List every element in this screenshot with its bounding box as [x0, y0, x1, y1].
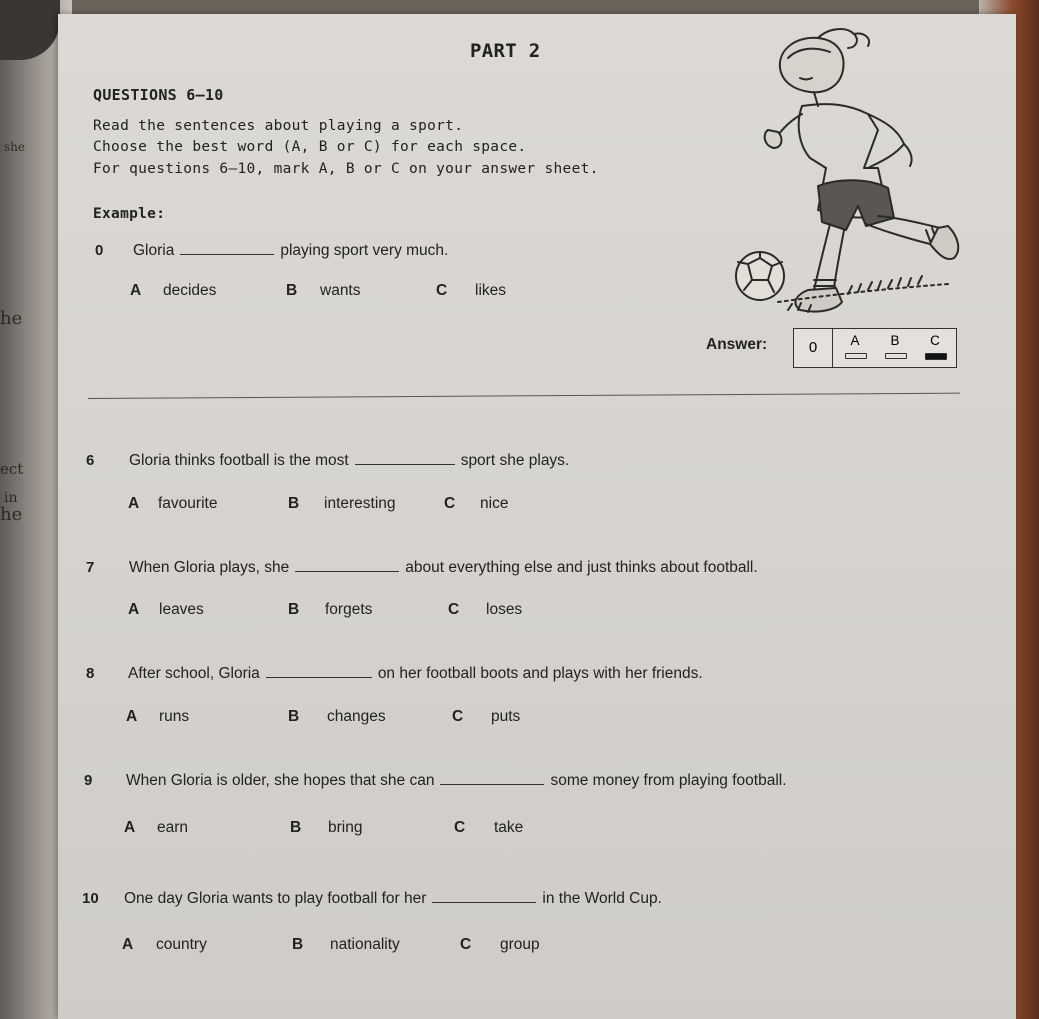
sentence-after: sport she plays.	[460, 452, 570, 469]
sentence-before: When Gloria is older, she hopes that she can	[126, 772, 435, 789]
left-page-scrap: he	[0, 504, 23, 525]
option-text: country	[156, 936, 207, 953]
sentence-after: in the World Cup.	[542, 890, 662, 907]
option-letter: C	[448, 601, 460, 618]
question-sentence	[82, 890, 662, 908]
option-text: forgets	[325, 601, 373, 618]
option-letter: B	[290, 819, 302, 836]
question-number: 8	[86, 665, 95, 682]
question-sentence	[86, 665, 703, 683]
sentence-before: After school, Gloria	[128, 665, 260, 682]
option-text: nationality	[330, 936, 400, 953]
answer-mark-a[interactable]	[845, 353, 867, 359]
option-text: bring	[328, 819, 363, 836]
sentence-before: When Gloria plays, she	[129, 559, 290, 576]
left-page-scrap: he	[0, 308, 23, 329]
option-text: group	[500, 936, 540, 953]
sentence-after: playing sport very much.	[280, 242, 449, 259]
question-number: 6	[86, 452, 95, 469]
sentence-after: some money from playing football.	[550, 772, 787, 789]
option-letter: B	[288, 601, 300, 618]
sentence-before: Gloria thinks football is the most	[129, 452, 349, 469]
sentence-before: Gloria	[133, 242, 175, 259]
answer-gap	[440, 783, 544, 785]
option-letter: C	[460, 936, 472, 953]
left-page-scrap: ect	[0, 460, 24, 478]
answer-gap	[432, 901, 536, 903]
option-letter: A	[128, 601, 140, 618]
option-letter: A	[130, 282, 142, 299]
option-text: take	[494, 819, 524, 836]
option-text: earn	[157, 819, 189, 836]
left-page-scrap: she	[4, 140, 25, 154]
answer-number: 0	[794, 329, 833, 367]
option-letter: A	[128, 495, 140, 512]
option-letter: C	[452, 708, 464, 725]
girl-playing-football-illustration	[718, 18, 968, 323]
option-letter: B	[288, 708, 300, 725]
option-text: leaves	[159, 601, 204, 618]
option-letter: B	[288, 495, 300, 512]
option-letter: B	[286, 282, 298, 299]
option-letter: A	[122, 936, 134, 953]
questions-heading: QUESTIONS 6–10	[93, 86, 224, 104]
answer-letter-c: C	[930, 333, 940, 348]
question-sentence	[86, 559, 758, 577]
answer-label: Answer:	[706, 336, 768, 353]
question-number: 10	[82, 890, 99, 907]
sentence-before: One day Gloria wants to play football for her	[124, 890, 427, 907]
option-letter: C	[436, 282, 448, 299]
option-text: favourite	[158, 495, 218, 512]
answer-gap	[295, 570, 399, 572]
left-page-scrap: in	[4, 490, 18, 506]
instruction-line: Read the sentences about playing a sport.	[93, 118, 464, 134]
instruction-line: For questions 6–10, mark A, B or C on your answer sheet.	[93, 161, 599, 177]
example-sentence	[95, 242, 448, 260]
page-corner-shadow	[0, 0, 60, 60]
worksheet-page	[58, 14, 1016, 1019]
question-sentence	[86, 452, 569, 470]
answer-gap	[355, 463, 455, 465]
option-text: runs	[159, 708, 190, 725]
sentence-after: about everything else and just thinks about football.	[405, 559, 758, 576]
option-letter: B	[292, 936, 304, 953]
option-letter: C	[454, 819, 466, 836]
section-divider	[88, 393, 960, 399]
option-text: likes	[475, 282, 507, 299]
option-text: changes	[327, 708, 386, 725]
option-letter: A	[124, 819, 136, 836]
sentence-after: on her football boots and plays with her friends.	[377, 665, 703, 682]
answer-mark-c[interactable]	[925, 353, 947, 360]
option-text: interesting	[324, 495, 396, 512]
example-answer-box	[793, 328, 957, 368]
option-letter: C	[444, 495, 456, 512]
option-letter: A	[126, 708, 138, 725]
answer-letter-a: A	[850, 333, 860, 348]
answer-gap	[266, 676, 372, 678]
example-label: Example:	[93, 206, 166, 222]
question-number: 7	[86, 559, 95, 576]
instruction-line: Choose the best word (A, B or C) for each space.	[93, 139, 527, 155]
answer-gap	[180, 253, 274, 255]
option-text: decides	[163, 282, 217, 299]
option-text: wants	[320, 282, 361, 299]
example-number: 0	[95, 242, 104, 259]
question-number: 9	[84, 772, 93, 789]
part-title: PART 2	[470, 40, 541, 62]
option-text: loses	[486, 601, 523, 618]
question-sentence	[84, 772, 787, 790]
answer-letter-b: B	[890, 333, 900, 348]
answer-mark-b[interactable]	[885, 353, 907, 359]
option-text: puts	[491, 708, 521, 725]
option-text: nice	[480, 495, 509, 512]
